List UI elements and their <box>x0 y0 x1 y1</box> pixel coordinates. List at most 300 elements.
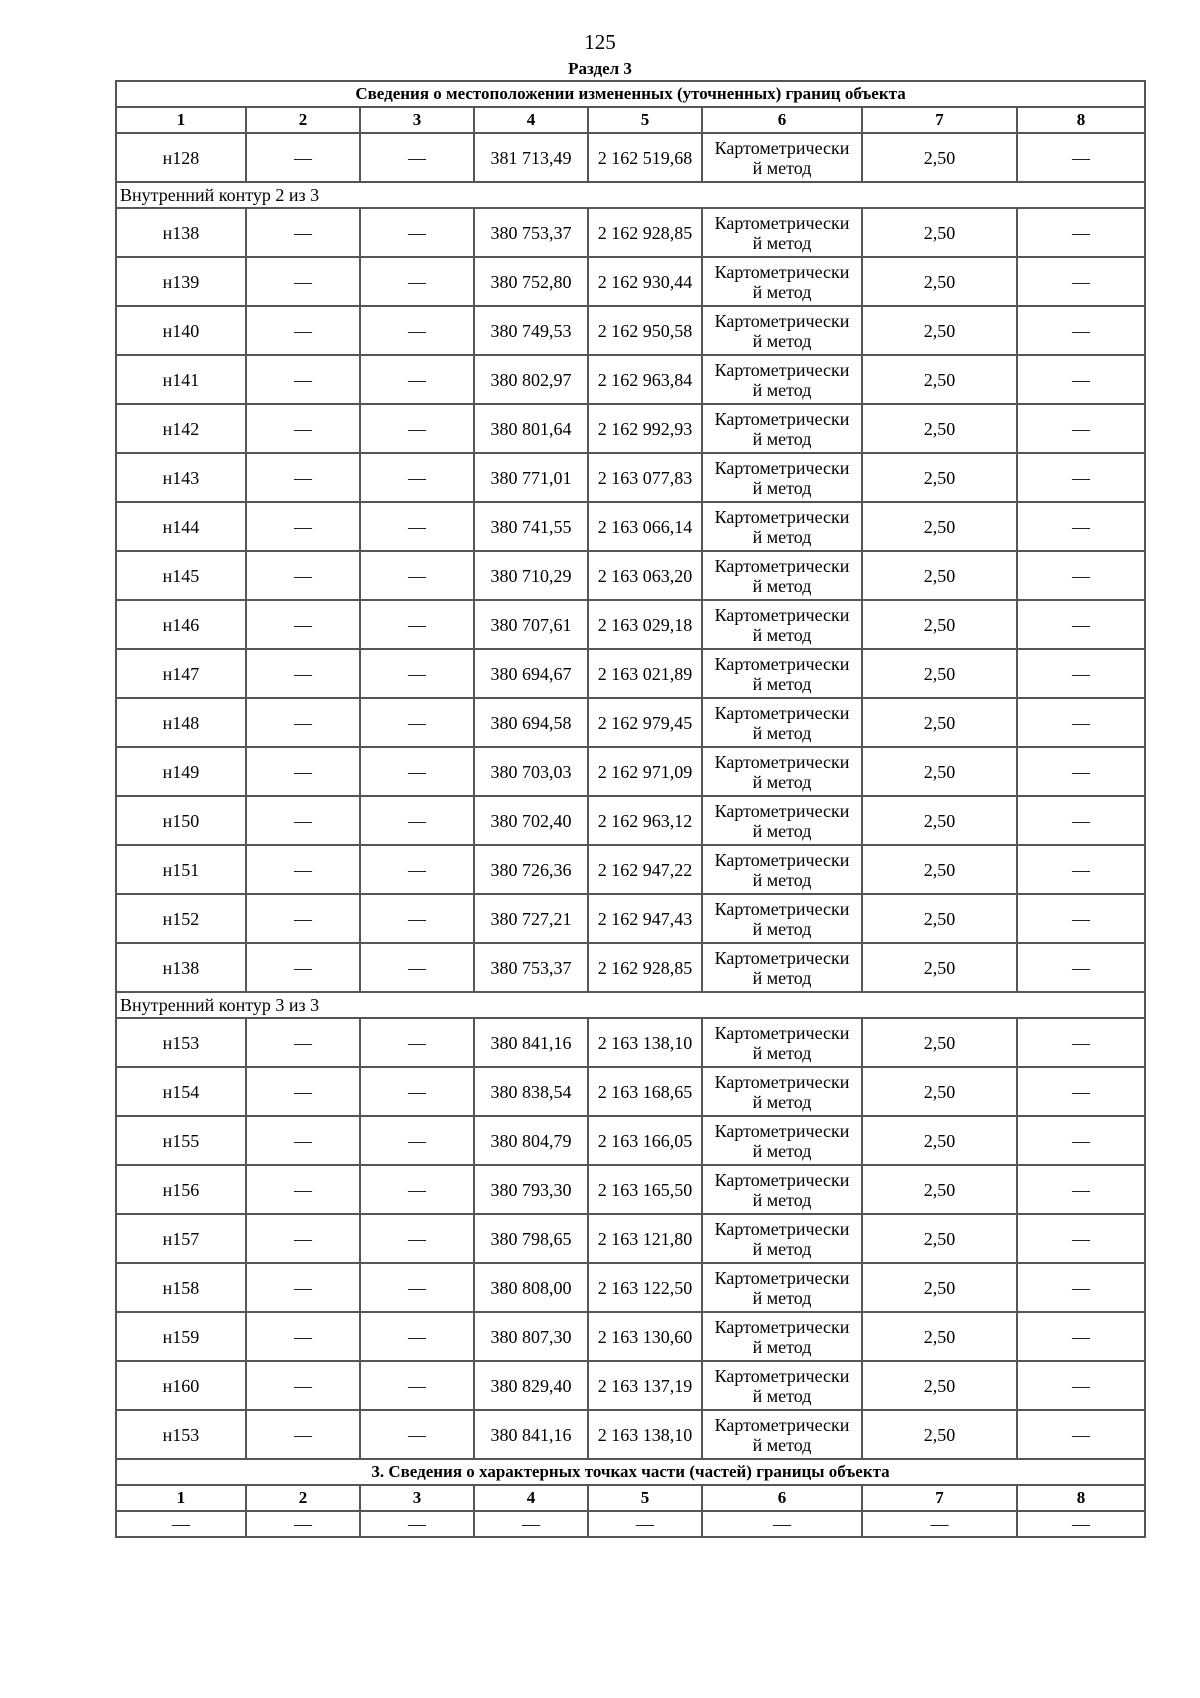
point-name: н153 <box>116 1410 246 1459</box>
method-line1: Картометрически <box>714 751 850 772</box>
method-line2: й метод <box>752 624 812 645</box>
coord-x: 380 841,16 <box>474 1018 588 1067</box>
coord-x: 380 771,01 <box>474 453 588 502</box>
accuracy: 2,50 <box>862 1410 1017 1459</box>
column-number-col-3: 3 <box>360 107 474 133</box>
cell-col8: — <box>1017 453 1145 502</box>
table-row <box>116 649 1145 698</box>
column-number-col-4: 4 <box>474 107 588 133</box>
point-name: н148 <box>116 698 246 747</box>
table2-cell-8: — <box>1017 1511 1145 1537</box>
table2-column-number-col-6: 6 <box>702 1485 862 1511</box>
method-line1: Картометрически <box>714 506 850 527</box>
cell-col3: — <box>360 208 474 257</box>
accuracy: 2,50 <box>862 1263 1017 1312</box>
point-name: н145 <box>116 551 246 600</box>
method-line2: й метод <box>752 722 812 743</box>
table-row <box>116 257 1145 306</box>
method-cell <box>702 404 862 453</box>
coord-x: 380 798,65 <box>474 1214 588 1263</box>
cell-col8: — <box>1017 355 1145 404</box>
method-line1: Картометрически <box>714 212 850 233</box>
column-number-col-6: 6 <box>702 107 862 133</box>
table2-cell-4: — <box>474 1511 588 1537</box>
method-cell <box>702 1312 862 1361</box>
method-cell <box>702 1410 862 1459</box>
table-row <box>116 1410 1145 1459</box>
cell-col2: — <box>246 894 360 943</box>
method-cell <box>702 943 862 992</box>
cell-col2: — <box>246 551 360 600</box>
table-row <box>116 1263 1145 1312</box>
coord-y: 2 162 928,85 <box>588 943 702 992</box>
coord-x: 380 808,00 <box>474 1263 588 1312</box>
coord-y: 2 163 166,05 <box>588 1116 702 1165</box>
method-line1: Картометрически <box>714 898 850 919</box>
table-row <box>116 1361 1145 1410</box>
cell-col2: — <box>246 306 360 355</box>
method-cell <box>702 1116 862 1165</box>
accuracy: 2,50 <box>862 551 1017 600</box>
coord-y: 2 163 066,14 <box>588 502 702 551</box>
method-cell <box>702 1067 862 1116</box>
coord-y: 2 162 519,68 <box>588 133 702 182</box>
point-name: н143 <box>116 453 246 502</box>
method-cell <box>702 208 862 257</box>
cell-col8: — <box>1017 1018 1145 1067</box>
coord-y: 2 163 063,20 <box>588 551 702 600</box>
cell-col8: — <box>1017 1214 1145 1263</box>
method-line1: Картометрически <box>714 1316 850 1337</box>
cell-col3: — <box>360 551 474 600</box>
coord-y: 2 163 138,10 <box>588 1018 702 1067</box>
coord-x: 380 726,36 <box>474 845 588 894</box>
column-number-col-7: 7 <box>862 107 1017 133</box>
method-line1: Картометрически <box>714 800 850 821</box>
coord-x: 380 694,67 <box>474 649 588 698</box>
method-line2: й метод <box>752 1336 812 1357</box>
method-line1: Картометрически <box>714 604 850 625</box>
coord-x: 380 710,29 <box>474 551 588 600</box>
coord-x: 380 752,80 <box>474 257 588 306</box>
table2-column-number-col-3: 3 <box>360 1485 474 1511</box>
cell-col8: — <box>1017 1312 1145 1361</box>
method-cell <box>702 551 862 600</box>
cell-col2: — <box>246 1263 360 1312</box>
method-line2: й метод <box>752 428 812 449</box>
table2-column-number-col-5: 5 <box>588 1485 702 1511</box>
accuracy: 2,50 <box>862 133 1017 182</box>
table-row <box>116 404 1145 453</box>
method-cell <box>702 453 862 502</box>
point-name: н160 <box>116 1361 246 1410</box>
method-line1: Картометрически <box>714 702 850 723</box>
table-row <box>116 1018 1145 1067</box>
method-cell <box>702 747 862 796</box>
coord-x: 380 741,55 <box>474 502 588 551</box>
method-line1: Картометрически <box>714 1414 850 1435</box>
method-line2: й метод <box>752 281 812 302</box>
method-line1: Картометрически <box>714 310 850 331</box>
method-cell <box>702 306 862 355</box>
accuracy: 2,50 <box>862 404 1017 453</box>
point-name: н149 <box>116 747 246 796</box>
cell-col3: — <box>360 1312 474 1361</box>
table-row <box>116 453 1145 502</box>
table-row <box>116 796 1145 845</box>
coord-x: 380 703,03 <box>474 747 588 796</box>
method-line1: Картометрически <box>714 653 850 674</box>
table-row <box>116 747 1145 796</box>
cell-col3: — <box>360 1263 474 1312</box>
table-row <box>116 133 1145 182</box>
table2-cell-3: — <box>360 1511 474 1537</box>
accuracy: 2,50 <box>862 502 1017 551</box>
cell-col3: — <box>360 355 474 404</box>
cell-col8: — <box>1017 698 1145 747</box>
cell-col8: — <box>1017 1263 1145 1312</box>
point-name: н138 <box>116 208 246 257</box>
method-cell <box>702 502 862 551</box>
point-name: н151 <box>116 845 246 894</box>
point-name: н152 <box>116 894 246 943</box>
coord-x: 380 807,30 <box>474 1312 588 1361</box>
method-line1: Картометрически <box>714 849 850 870</box>
point-name: н154 <box>116 1067 246 1116</box>
coord-y: 2 163 138,10 <box>588 1410 702 1459</box>
accuracy: 2,50 <box>862 1018 1017 1067</box>
method-line2: й метод <box>752 1189 812 1210</box>
coord-x: 380 753,37 <box>474 208 588 257</box>
method-line2: й метод <box>752 967 812 988</box>
table2-title: 3. Сведения о характерных точках части (частей) границы объекта <box>116 1459 1145 1485</box>
method-cell <box>702 1263 862 1312</box>
accuracy: 2,50 <box>862 1214 1017 1263</box>
accuracy: 2,50 <box>862 1312 1017 1361</box>
cell-col2: — <box>246 404 360 453</box>
coord-x: 380 793,30 <box>474 1165 588 1214</box>
method-cell <box>702 649 862 698</box>
method-line2: й метод <box>752 771 812 792</box>
coord-x: 380 753,37 <box>474 943 588 992</box>
method-line2: й метод <box>752 918 812 939</box>
point-name: н139 <box>116 257 246 306</box>
cell-col8: — <box>1017 845 1145 894</box>
method-line1: Картометрически <box>714 359 850 380</box>
point-name: н144 <box>116 502 246 551</box>
method-line1: Картометрически <box>714 947 850 968</box>
coord-x: 380 804,79 <box>474 1116 588 1165</box>
section-title: Раздел 3 <box>568 59 632 78</box>
cell-col8: — <box>1017 747 1145 796</box>
method-line1: Картометрически <box>714 457 850 478</box>
accuracy: 2,50 <box>862 306 1017 355</box>
method-cell <box>702 845 862 894</box>
coord-y: 2 162 963,12 <box>588 796 702 845</box>
point-name: н142 <box>116 404 246 453</box>
point-name: н150 <box>116 796 246 845</box>
cell-col8: — <box>1017 1361 1145 1410</box>
table2-column-number-col-1: 1 <box>116 1485 246 1511</box>
method-line1: Картометрически <box>714 1218 850 1239</box>
cell-col3: — <box>360 894 474 943</box>
cell-col2: — <box>246 133 360 182</box>
method-line2: й метод <box>752 820 812 841</box>
method-line2: й метод <box>752 1042 812 1063</box>
table2-cell-2: — <box>246 1511 360 1537</box>
cell-col8: — <box>1017 502 1145 551</box>
table-row <box>116 845 1145 894</box>
cell-col3: — <box>360 845 474 894</box>
column-number-row <box>116 107 1145 133</box>
cell-col3: — <box>360 404 474 453</box>
table-row <box>116 208 1145 257</box>
coord-y: 2 163 077,83 <box>588 453 702 502</box>
contour-label: Внутренний контур 3 из 3 <box>116 992 1145 1018</box>
coord-x: 380 829,40 <box>474 1361 588 1410</box>
point-name: н155 <box>116 1116 246 1165</box>
cell-col3: — <box>360 1116 474 1165</box>
table-row <box>116 1312 1145 1361</box>
accuracy: 2,50 <box>862 453 1017 502</box>
method-line2: й метод <box>752 477 812 498</box>
coord-y: 2 162 971,09 <box>588 747 702 796</box>
cell-col2: — <box>246 355 360 404</box>
cell-col8: — <box>1017 1116 1145 1165</box>
column-number-col-2: 2 <box>246 107 360 133</box>
coord-y: 2 163 168,65 <box>588 1067 702 1116</box>
accuracy: 2,50 <box>862 1067 1017 1116</box>
coord-x: 380 838,54 <box>474 1067 588 1116</box>
point-name: н146 <box>116 600 246 649</box>
cell-col8: — <box>1017 306 1145 355</box>
method-line2: й метод <box>752 673 812 694</box>
coord-y: 2 162 992,93 <box>588 404 702 453</box>
cell-col2: — <box>246 208 360 257</box>
coord-x: 380 802,97 <box>474 355 588 404</box>
cell-col2: — <box>246 1067 360 1116</box>
column-number-col-5: 5 <box>588 107 702 133</box>
table2-cell-6: — <box>702 1511 862 1537</box>
table2-cell-7: — <box>862 1511 1017 1537</box>
cell-col2: — <box>246 698 360 747</box>
cell-col3: — <box>360 747 474 796</box>
method-line1: Картометрически <box>714 1022 850 1043</box>
table-row <box>116 306 1145 355</box>
method-line2: й метод <box>752 1140 812 1161</box>
cell-col8: — <box>1017 208 1145 257</box>
cell-col2: — <box>246 600 360 649</box>
cell-col2: — <box>246 257 360 306</box>
method-line1: Картометрически <box>714 1169 850 1190</box>
cell-col3: — <box>360 1214 474 1263</box>
table-row <box>116 943 1145 992</box>
method-cell <box>702 1018 862 1067</box>
point-name: н157 <box>116 1214 246 1263</box>
method-cell <box>702 1165 862 1214</box>
method-line1: Картометрически <box>714 137 850 158</box>
cell-col3: — <box>360 133 474 182</box>
cell-col3: — <box>360 1018 474 1067</box>
coord-y: 2 162 950,58 <box>588 306 702 355</box>
boundary-points-table <box>115 80 1146 1538</box>
point-name: н138 <box>116 943 246 992</box>
cell-col3: — <box>360 453 474 502</box>
method-cell <box>702 257 862 306</box>
table-row <box>116 1067 1145 1116</box>
contour-label: Внутренний контур 2 из 3 <box>116 182 1145 208</box>
cell-col3: — <box>360 502 474 551</box>
cell-col2: — <box>246 453 360 502</box>
method-line2: й метод <box>752 330 812 351</box>
accuracy: 2,50 <box>862 1165 1017 1214</box>
cell-col8: — <box>1017 1067 1145 1116</box>
method-line2: й метод <box>752 869 812 890</box>
accuracy: 2,50 <box>862 1116 1017 1165</box>
coord-x: 380 727,21 <box>474 894 588 943</box>
coord-y: 2 163 121,80 <box>588 1214 702 1263</box>
method-line1: Картометрически <box>714 1120 850 1141</box>
cell-col3: — <box>360 1410 474 1459</box>
accuracy: 2,50 <box>862 355 1017 404</box>
method-cell <box>702 133 862 182</box>
method-line2: й метод <box>752 232 812 253</box>
cell-col8: — <box>1017 133 1145 182</box>
coord-y: 2 162 930,44 <box>588 257 702 306</box>
cell-col2: — <box>246 796 360 845</box>
table-row <box>116 551 1145 600</box>
coord-x: 380 702,40 <box>474 796 588 845</box>
coord-y: 2 163 130,60 <box>588 1312 702 1361</box>
accuracy: 2,50 <box>862 796 1017 845</box>
coord-y: 2 162 947,22 <box>588 845 702 894</box>
coord-y: 2 162 963,84 <box>588 355 702 404</box>
accuracy: 2,50 <box>862 698 1017 747</box>
cell-col3: — <box>360 796 474 845</box>
method-cell <box>702 355 862 404</box>
table2-column-number-col-4: 4 <box>474 1485 588 1511</box>
cell-col2: — <box>246 747 360 796</box>
table2-title-row <box>116 1459 1145 1485</box>
contour-row <box>116 992 1145 1018</box>
table1-title-row <box>116 81 1145 107</box>
method-line2: й метод <box>752 1434 812 1455</box>
cell-col2: — <box>246 502 360 551</box>
method-cell <box>702 894 862 943</box>
cell-col3: — <box>360 698 474 747</box>
cell-col8: — <box>1017 943 1145 992</box>
cell-col2: — <box>246 943 360 992</box>
accuracy: 2,50 <box>862 747 1017 796</box>
cell-col3: — <box>360 1067 474 1116</box>
column-number-col-8: 8 <box>1017 107 1145 133</box>
accuracy: 2,50 <box>862 1361 1017 1410</box>
cell-col8: — <box>1017 1410 1145 1459</box>
cell-col8: — <box>1017 257 1145 306</box>
coord-x: 380 707,61 <box>474 600 588 649</box>
accuracy: 2,50 <box>862 257 1017 306</box>
table2-cell-1: — <box>116 1511 246 1537</box>
accuracy: 2,50 <box>862 845 1017 894</box>
cell-col2: — <box>246 1214 360 1263</box>
cell-col2: — <box>246 1312 360 1361</box>
cell-col3: — <box>360 943 474 992</box>
coord-y: 2 162 947,43 <box>588 894 702 943</box>
method-line2: й метод <box>752 526 812 547</box>
method-line1: Картометрически <box>714 555 850 576</box>
page-number: 125 <box>584 30 616 54</box>
cell-col8: — <box>1017 894 1145 943</box>
cell-col8: — <box>1017 551 1145 600</box>
point-name: н140 <box>116 306 246 355</box>
cell-col3: — <box>360 306 474 355</box>
method-cell <box>702 1361 862 1410</box>
cell-col8: — <box>1017 796 1145 845</box>
table-row <box>116 1116 1145 1165</box>
method-line1: Картометрически <box>714 261 850 282</box>
method-cell <box>702 600 862 649</box>
table-row <box>116 894 1145 943</box>
method-line2: й метод <box>752 157 812 178</box>
cell-col3: — <box>360 257 474 306</box>
table-row <box>116 1214 1145 1263</box>
column-number-col-1: 1 <box>116 107 246 133</box>
coord-y: 2 162 979,45 <box>588 698 702 747</box>
point-name: н128 <box>116 133 246 182</box>
table-row <box>116 355 1145 404</box>
point-name: н156 <box>116 1165 246 1214</box>
method-line1: Картометрически <box>714 408 850 429</box>
accuracy: 2,50 <box>862 894 1017 943</box>
cell-col2: — <box>246 1410 360 1459</box>
table-row <box>116 600 1145 649</box>
method-line2: й метод <box>752 379 812 400</box>
coord-x: 381 713,49 <box>474 133 588 182</box>
point-name: н141 <box>116 355 246 404</box>
cell-col8: — <box>1017 1165 1145 1214</box>
point-name: н153 <box>116 1018 246 1067</box>
point-name: н159 <box>116 1312 246 1361</box>
coord-x: 380 694,58 <box>474 698 588 747</box>
table-row <box>116 698 1145 747</box>
table2-column-number-row <box>116 1485 1145 1511</box>
method-line2: й метод <box>752 1385 812 1406</box>
cell-col3: — <box>360 1361 474 1410</box>
cell-col3: — <box>360 600 474 649</box>
table2-column-number-col-7: 7 <box>862 1485 1017 1511</box>
coord-y: 2 163 137,19 <box>588 1361 702 1410</box>
table2-empty-row <box>116 1511 1145 1537</box>
cell-col2: — <box>246 1361 360 1410</box>
cell-col2: — <box>246 1018 360 1067</box>
table2-column-number-col-2: 2 <box>246 1485 360 1511</box>
method-cell <box>702 698 862 747</box>
table2-column-number-col-8: 8 <box>1017 1485 1145 1511</box>
cell-col3: — <box>360 1165 474 1214</box>
coord-y: 2 162 928,85 <box>588 208 702 257</box>
accuracy: 2,50 <box>862 208 1017 257</box>
coord-x: 380 801,64 <box>474 404 588 453</box>
method-line1: Картометрически <box>714 1267 850 1288</box>
table2-cell-5: — <box>588 1511 702 1537</box>
accuracy: 2,50 <box>862 943 1017 992</box>
accuracy: 2,50 <box>862 649 1017 698</box>
method-line1: Картометрически <box>714 1365 850 1386</box>
coord-y: 2 163 122,50 <box>588 1263 702 1312</box>
contour-row <box>116 182 1145 208</box>
cell-col2: — <box>246 649 360 698</box>
method-line2: й метод <box>752 1238 812 1259</box>
